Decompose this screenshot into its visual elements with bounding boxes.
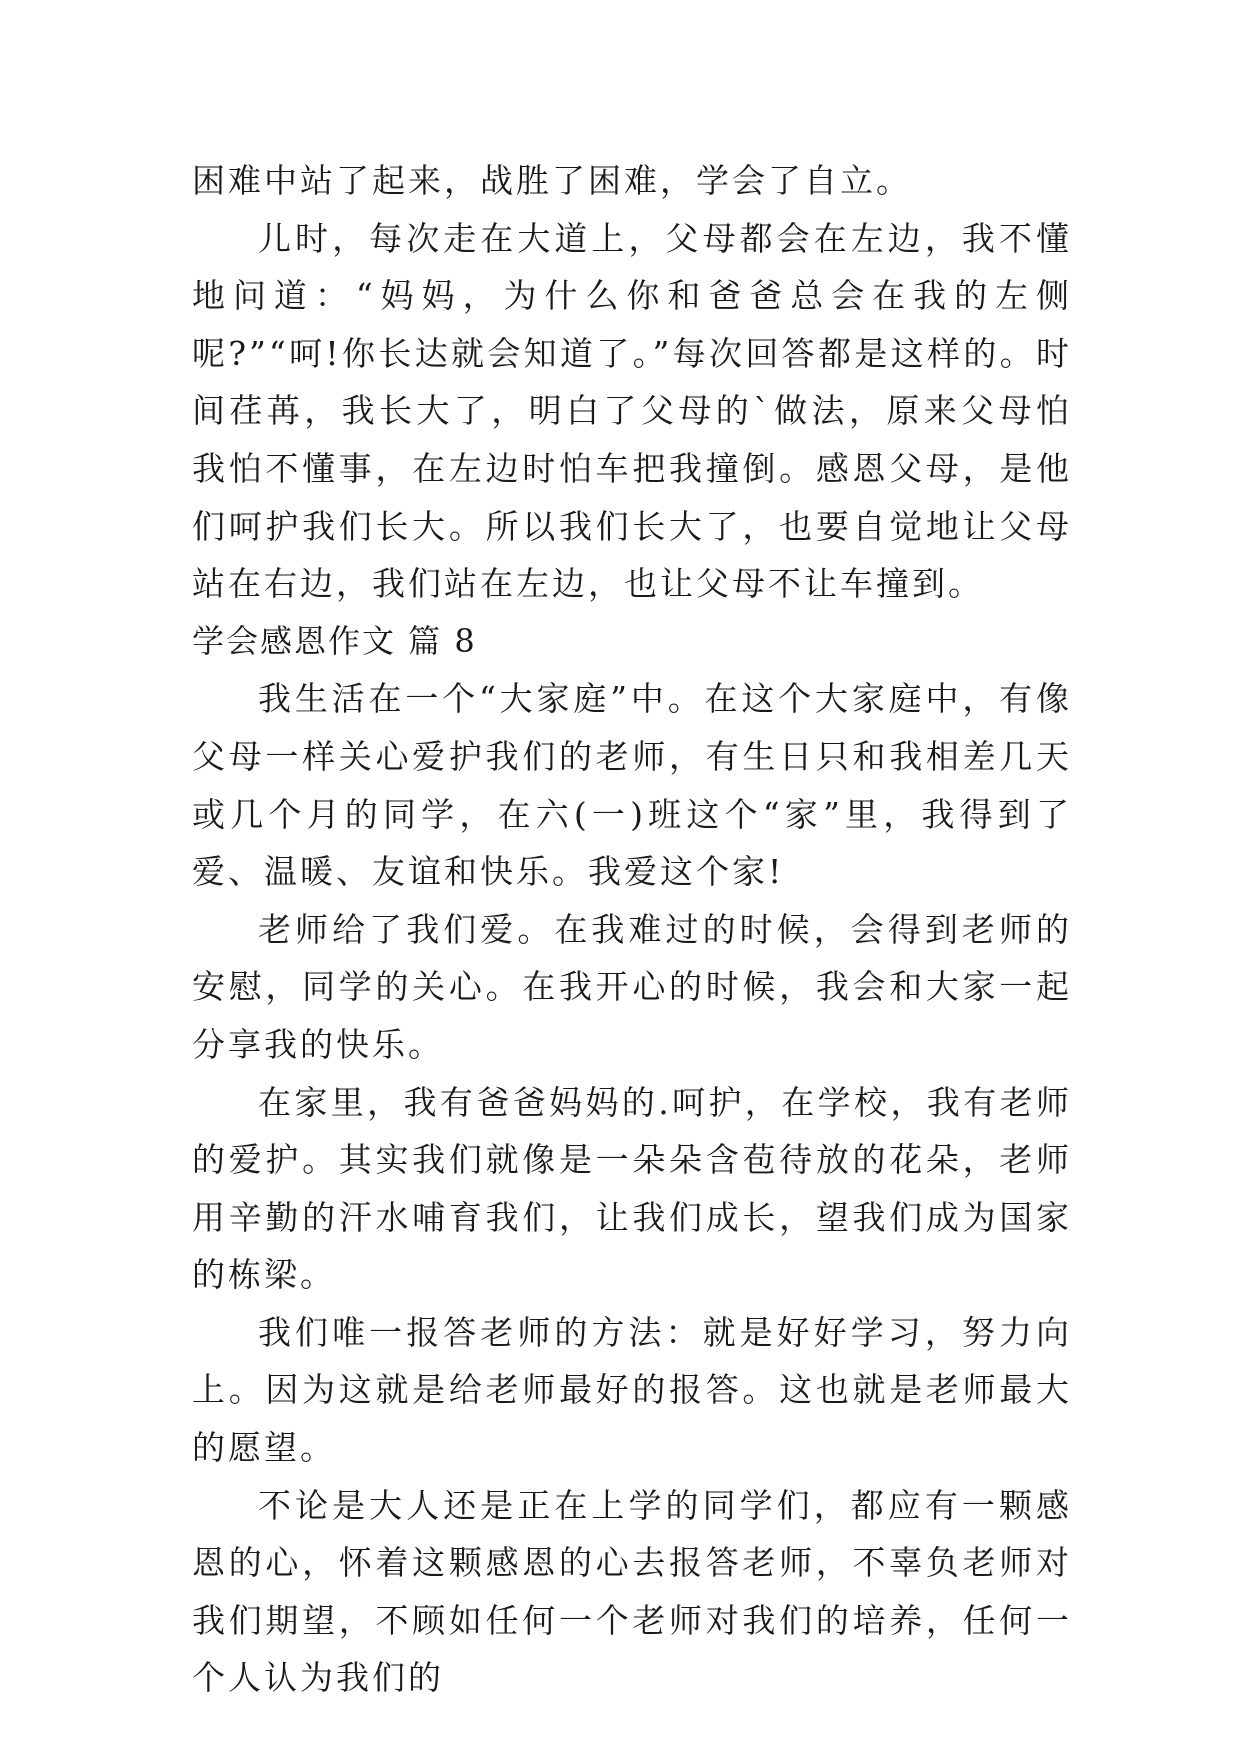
paragraph-home-school: 在家里，我有爸爸妈妈的.呵护，在学校，我有老师的爱护。其实我们就像是一朵朵含苞待放的花朵，老师用辛勤的汗水哺育我们，让我们成长，望我们成为国家的栋梁。: [192, 1082, 1072, 1295]
document-body: [192, 152, 1072, 1707]
paragraph-continuation: 困难中站了起来，战胜了困难，学会了自立。: [192, 161, 912, 200]
paragraph-teacher-love: 老师给了我们爱。在我难过的时候，会得到老师的安慰，同学的关心。在我开心的时候，我会和大家一起分享我的快乐。: [192, 909, 1072, 1064]
paragraph-big-family: 我生活在一个“大家庭”中。在这个大家庭中，有像父母一样关心爱护我们的老师，有生日只和我相差几天或几个月的同学，在六(一)班这个“家”里，我得到了爱、温暖、友谊和快乐。我爱这个家!: [192, 679, 1072, 892]
essay-heading: 学会感恩作文 篇 8: [192, 621, 477, 660]
paragraph-gratitude: 不论是大人还是正在上学的同学们，都应有一颗感恩的心，怀着这颗感恩的心去报答老师，不辜负老师对我们期望，不顾如任何一个老师对我们的培养，任何一个人认为我们的: [192, 1485, 1072, 1698]
paragraph-repay: 我们唯一报答老师的方法：就是好好学习，努力向上。因为这就是给老师最好的报答。这也就是老师最大的愿望。: [192, 1312, 1072, 1468]
paragraph-childhood: 儿时，每次走在大道上，父母都会在左边，我不懂地问道：“妈妈，为什么你和爸爸总会在我的左侧呢?”“呵!你长达就会知道了。”每次回答都是这样的。时间荏苒，我长大了，明白了父母的`做法，原来父母怕我怕不懂事，在左边时怕车把我撞倒。感恩父母，是他们呵护我们长大。所以我们长大了，也要自觉地让父母站在右边，我们站在左边，也让父母不让车撞到。: [192, 218, 1072, 604]
